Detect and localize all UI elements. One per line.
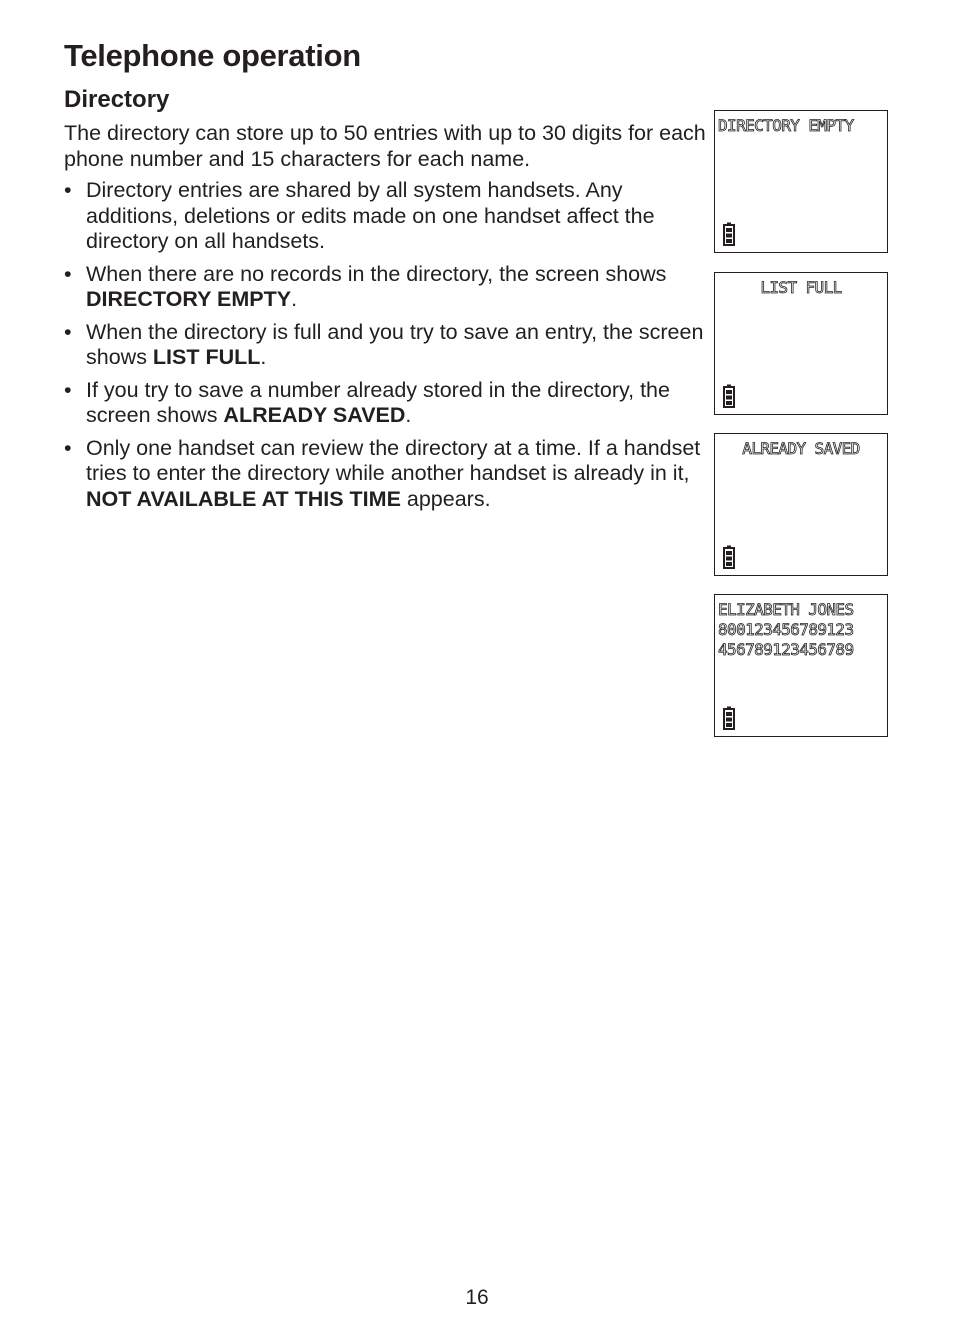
bullet-text-end: .	[291, 287, 298, 311]
bullet-list	[64, 178, 714, 519]
bullet-text: When the directory is full and you try to save an entry, the screen shows	[86, 319, 704, 369]
lcd-line-number: 800123456789123	[718, 620, 854, 639]
bullet-bold-text: DIRECTORY EMPTY	[86, 287, 292, 311]
bullet-item	[64, 378, 714, 429]
bullet-item	[64, 320, 714, 371]
lcd-line: DIRECTORY EMPTY	[718, 116, 854, 135]
lcd-line: ALREADY SAVED	[742, 439, 860, 458]
page-number: 16	[465, 1286, 489, 1309]
bullet-dot: •	[64, 435, 72, 460]
bullet-bold-text: ALREADY SAVED	[223, 403, 406, 427]
handset-screen-entry	[714, 594, 888, 737]
bullet-text: Directory entries are shared by all system handsets. Any additions, deletions or edits made on one handset affect the directory on all handsets.	[86, 178, 655, 253]
intro-paragraph: The directory can store up to 50 entries with up to 30 digits for each phone number and 15 characters for each name.	[64, 121, 706, 171]
bullet-item	[64, 436, 714, 513]
battery-icon	[723, 545, 735, 569]
bullet-dot: •	[64, 377, 72, 402]
bullet-dot: •	[64, 178, 72, 202]
bullet-item	[64, 178, 714, 255]
battery-icon	[723, 222, 735, 246]
page-title: Telephone operation	[64, 38, 361, 73]
bullet-text: If you try to save a number already stored in the directory, the screen shows	[86, 377, 670, 427]
handset-screen-list-full	[714, 272, 888, 415]
bullet-item	[64, 262, 714, 313]
lcd-line: LIST FULL	[760, 278, 842, 297]
bullet-text-end: appears.	[400, 486, 491, 511]
lcd-line-number: 456789123456789	[718, 640, 854, 659]
bullet-text-end: .	[405, 403, 412, 427]
bullet-dot: •	[64, 319, 72, 344]
bullet-text-end: .	[260, 345, 267, 369]
battery-icon	[723, 706, 735, 730]
battery-icon	[723, 384, 735, 408]
handset-screen-already-saved	[714, 433, 888, 576]
bullet-bold-text: NOT AVAILABLE AT THIS TIME	[86, 486, 401, 511]
lcd-line-name: ELIZABETH JONES	[718, 600, 854, 619]
bullet-text: When there are no records in the directory, the screen shows	[86, 261, 667, 286]
section-title: Directory	[64, 86, 170, 113]
bullet-dot: •	[64, 261, 72, 286]
bullet-text: Only one handset can review the directory at a time. If a handset tries to enter the directory while another handset is already in it,	[86, 435, 701, 485]
handset-screen-directory-empty	[714, 110, 888, 253]
bullet-bold-text: LIST FULL	[152, 345, 261, 369]
